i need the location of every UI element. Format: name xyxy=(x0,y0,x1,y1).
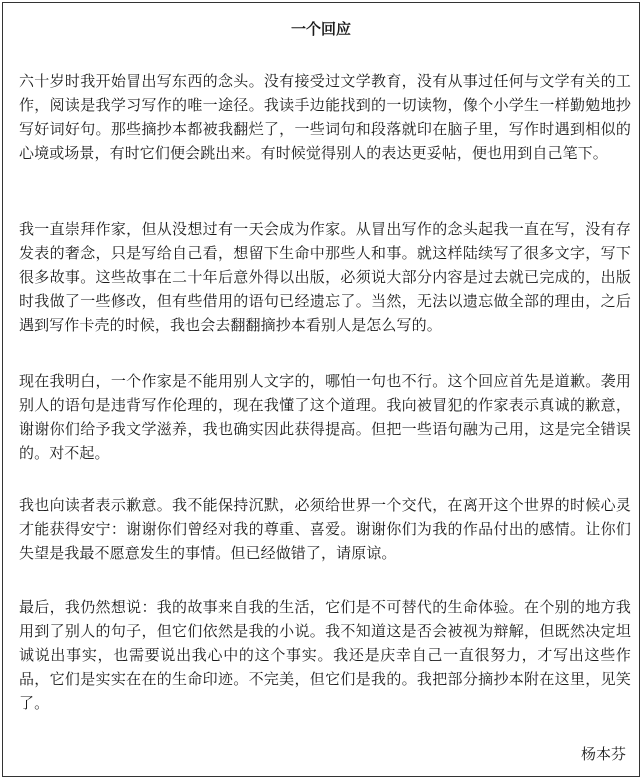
paragraph-3: 现在我明白，一个作家是不能用别人文字的，哪怕一句也不行。这个回应首先是道歉。袭用别人的语句是违背写作伦理的，现在我懂了这个道理。我向被冒犯的作家表示真诚的歉意，谢谢你们给予我文学滋养，我也确实因此获得提高。但把一些语句融为己用，这是完全错误的。对不起。 xyxy=(19,372,631,462)
paragraph-4: 我也向读者表示歉意。我不能保持沉默，必须给世界一个交代，在离开这个世界的时候心灵才能获得安宁：谢谢你们曾经对我的尊重、喜爱。谢谢你们为我的作品付出的感情。让你们失望是我最不愿意发生的事情。但已经做错了，请原谅。 xyxy=(19,496,631,562)
paragraph-2: 我一直崇拜作家，但从没想过有一天会成为作家。从冒出写作的念头起我一直在写，没有存发表的奢念，只是写给自己看，想留下生命中那些人和事。就这样陆续写了很多文字，写下很多故事。这些故事在二十年后意外得以出版，必须说大部分内容是过去就已完成的，出版时我做了一些修改，但有些借用的语句已经遗忘了。当然，无法以遗忘做全部的理由，之后遇到写作卡壳的时候，我也会去翻翻摘抄本看别人是怎么写的。 xyxy=(19,220,631,334)
document-title: 一个回应 xyxy=(290,20,351,38)
author-signature: 杨本芬 xyxy=(580,745,626,763)
paragraph-1: 六十岁时我开始冒出写东西的念头。没有接受过文学教育，没有从事过任何与文学有关的工作，阅读是我学习写作的唯一途径。我读手边能找到的一切读物，像个小学生一样勤勉地抄写好词好句。那些摘抄本都被我翻烂了，一些词句和段落就印在脑子里，写作时遇到相似的心境或场景，有时它们便会跳出来。有时候觉得别人的表达更妥帖，便也用到自己笔下。 xyxy=(19,72,631,162)
paragraph-5: 最后，我仍然想说：我的故事来自我的生活，它们是不可替代的生命体验。在个别的地方我用到了别人的句子，但它们依然是我的小说。我不知道这是否会被视为辩解，但既然决定坦诚说出事实，也需要说出我心中的这个事实。我还是庆幸自己一直很努力，才写出这些作品，它们是实实在在的生命印迹。不完美，但它们是我的。我把部分摘抄本附在这里，见笑了。 xyxy=(19,598,631,712)
statement-frame xyxy=(2,2,640,777)
